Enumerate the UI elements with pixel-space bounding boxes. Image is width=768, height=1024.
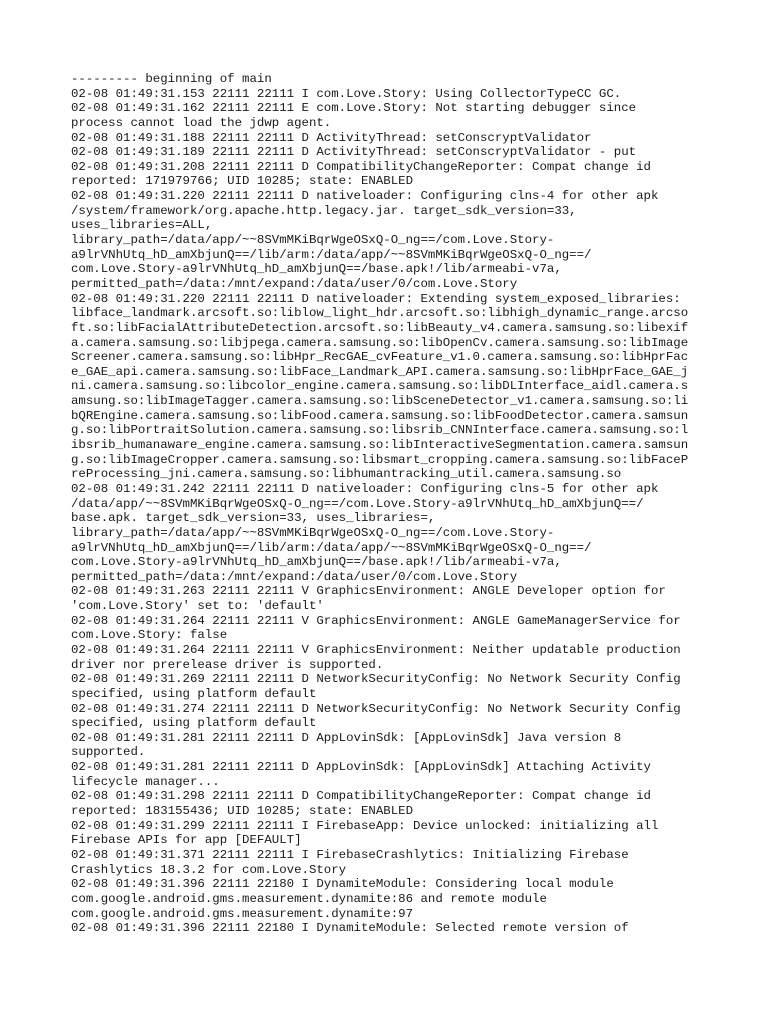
log-line: 02-08 01:49:31.299 22111 22111 I FirebaseApp: Device unlocked: initializing all bbox=[71, 818, 659, 833]
log-line: 02-08 01:49:31.188 22111 22111 D ActivityThread: setConscryptValidator bbox=[71, 130, 592, 145]
log-line: Screener.camera.samsung.so:libHpr_RecGAE_cvFeature_v1.0.camera.samsung.so:libHprFac bbox=[71, 350, 689, 365]
log-line: Firebase APIs for app [DEFAULT] bbox=[71, 833, 302, 848]
log-line: 02-08 01:49:31.208 22111 22111 D CompatibilityChangeReporter: Compat change id bbox=[71, 159, 651, 174]
log-line: 02-08 01:49:31.242 22111 22111 D nativeloader: Configuring clns-5 for other apk bbox=[71, 481, 659, 496]
log-line: Crashlytics 18.3.2 for com.Love.Story bbox=[71, 862, 347, 877]
log-line: library_path=/data/app/~~8SVmMKiBqrWgeOSxQ-O_ng==/com.Love.Story- bbox=[71, 233, 555, 248]
log-line: 02-08 01:49:31.220 22111 22111 D nativeloader: Configuring clns-4 for other apk bbox=[71, 189, 659, 204]
log-line: amsung.so:libImageTagger.camera.samsung.so:libSceneDetector_v1.camera.samsung.so:li bbox=[71, 394, 689, 409]
log-line: 02-08 01:49:31.162 22111 22111 E com.Love.Story: Not starting debugger since bbox=[71, 101, 637, 116]
log-line: --------- beginning of main bbox=[71, 72, 272, 86]
log-line: /system/framework/org.apache.http.legacy.jar. target_sdk_version=33, bbox=[71, 203, 577, 218]
log-line: specified, using platform default bbox=[71, 686, 317, 701]
log-document bbox=[71, 72, 701, 936]
log-line: driver nor prerelease driver is supported. bbox=[71, 657, 384, 672]
log-line: ibsrib_humanaware_engine.camera.samsung.so:libInteractiveSegmentation.camera.samsun bbox=[71, 438, 689, 453]
log-line: 02-08 01:49:31.396 22111 22180 I DynamiteModule: Selected remote version of bbox=[71, 921, 629, 936]
log-line: g.so:libImageCropper.camera.samsung.so:libsmart_cropping.camera.samsung.so:libFaceP bbox=[71, 452, 689, 467]
log-line: reported: 171979766; UID 10285; state: ENABLED bbox=[71, 174, 414, 189]
log-line: 02-08 01:49:31.153 22111 22111 I com.Love.Story: Using CollectorTypeCC GC. bbox=[71, 86, 622, 101]
log-line: 02-08 01:49:31.263 22111 22111 V GraphicsEnvironment: ANGLE Developer option for bbox=[71, 584, 666, 599]
log-line: 02-08 01:49:31.281 22111 22111 D AppLovinSdk: [AppLovinSdk] Java version 8 bbox=[71, 730, 622, 745]
log-line: a.camera.samsung.so:libjpega.camera.samsung.so:libOpenCv.camera.samsung.so:libImage bbox=[71, 335, 689, 350]
log-line: supported. bbox=[71, 745, 146, 760]
log-line: libface_landmark.arcsoft.so:liblow_light_hdr.arcsoft.so:libhigh_dynamic_range.arcso bbox=[71, 306, 689, 321]
log-line: 02-08 01:49:31.264 22111 22111 V GraphicsEnvironment: ANGLE GameManagerService for bbox=[71, 613, 681, 628]
log-line: 02-08 01:49:31.269 22111 22111 D NetworkSecurityConfig: No Network Security Config bbox=[71, 672, 681, 687]
log-line: permitted_path=/data:/mnt/expand:/data/user/0/com.Love.Story bbox=[71, 276, 518, 291]
log-line: process cannot load the jdwp agent. bbox=[71, 115, 332, 130]
log-line: e_GAE_api.camera.samsung.so:libFace_Landmark_API.camera.samsung.so:libHprFace_GAE_j bbox=[71, 364, 689, 379]
log-line: com.Love.Story-a9lrVNhUtq_hD_amXbjunQ==/base.apk!/lib/armeabi-v7a, bbox=[71, 555, 562, 570]
log-line: a9lrVNhUtq_hD_amXbjunQ==/lib/arm:/data/app/~~8SVmMKiBqrWgeOSxQ-O_ng==/ bbox=[71, 247, 592, 262]
log-line: g.so:libPortraitSolution.camera.samsung.so:libsrib_CNNInterface.camera.samsung.so:l bbox=[71, 423, 689, 438]
log-line: com.google.android.gms.measurement.dynamite:86 and remote module bbox=[71, 891, 547, 906]
log-line: /data/app/~~8SVmMKiBqrWgeOSxQ-O_ng==/com.Love.Story-a9lrVNhUtq_hD_amXbjunQ==/ bbox=[71, 496, 644, 511]
log-line: 02-08 01:49:31.264 22111 22111 V GraphicsEnvironment: Neither updatable production bbox=[71, 642, 681, 657]
log-line: ni.camera.samsung.so:libcolor_engine.camera.samsung.so:libDLInterface_aidl.camera.s bbox=[71, 379, 689, 394]
log-line: reProcessing_jni.camera.samsung.so:libhumantracking_util.camera.samsung.so bbox=[71, 467, 622, 482]
log-line: library_path=/data/app/~~8SVmMKiBqrWgeOSxQ-O_ng==/com.Love.Story- bbox=[71, 525, 555, 540]
log-line: 02-08 01:49:31.371 22111 22111 I FirebaseCrashlytics: Initializing Firebase bbox=[71, 847, 629, 862]
log-line: 02-08 01:49:31.298 22111 22111 D CompatibilityChangeReporter: Compat change id bbox=[71, 789, 651, 804]
log-line: 02-08 01:49:31.220 22111 22111 D nativeloader: Extending system_exposed_libraries: bbox=[71, 291, 681, 306]
log-line: ft.so:libFacialAttributeDetection.arcsoft.so:libBeauty_v4.camera.samsung.so:libexif bbox=[71, 320, 689, 335]
log-line: a9lrVNhUtq_hD_amXbjunQ==/lib/arm:/data/app/~~8SVmMKiBqrWgeOSxQ-O_ng==/ bbox=[71, 540, 592, 555]
log-line: 02-08 01:49:31.274 22111 22111 D NetworkSecurityConfig: No Network Security Config bbox=[71, 701, 681, 716]
log-line: uses_libraries=ALL, bbox=[71, 218, 213, 233]
log-line: 02-08 01:49:31.396 22111 22180 I DynamiteModule: Considering local module bbox=[71, 877, 614, 892]
log-line: specified, using platform default bbox=[71, 716, 317, 731]
log-line: 02-08 01:49:31.281 22111 22111 D AppLovinSdk: [AppLovinSdk] Attaching Activity bbox=[71, 760, 651, 775]
log-line: com.google.android.gms.measurement.dynamite:97 bbox=[71, 906, 414, 921]
log-line: reported: 183155436; UID 10285; state: ENABLED bbox=[71, 804, 414, 819]
log-line: bQREngine.camera.samsung.so:libFood.camera.samsung.so:libFoodDetector.camera.samsun bbox=[71, 408, 689, 423]
log-line: 'com.Love.Story' set to: 'default' bbox=[71, 599, 324, 614]
log-line: 02-08 01:49:31.189 22111 22111 D ActivityThread: setConscryptValidator - put bbox=[71, 145, 637, 160]
log-line: com.Love.Story-a9lrVNhUtq_hD_amXbjunQ==/base.apk!/lib/armeabi-v7a, bbox=[71, 262, 562, 277]
log-line: com.Love.Story: false bbox=[71, 628, 228, 643]
log-line: base.apk. target_sdk_version=33, uses_libraries=, bbox=[71, 511, 436, 526]
log-line: lifecycle manager... bbox=[71, 774, 220, 789]
log-line: permitted_path=/data:/mnt/expand:/data/user/0/com.Love.Story bbox=[71, 569, 518, 584]
